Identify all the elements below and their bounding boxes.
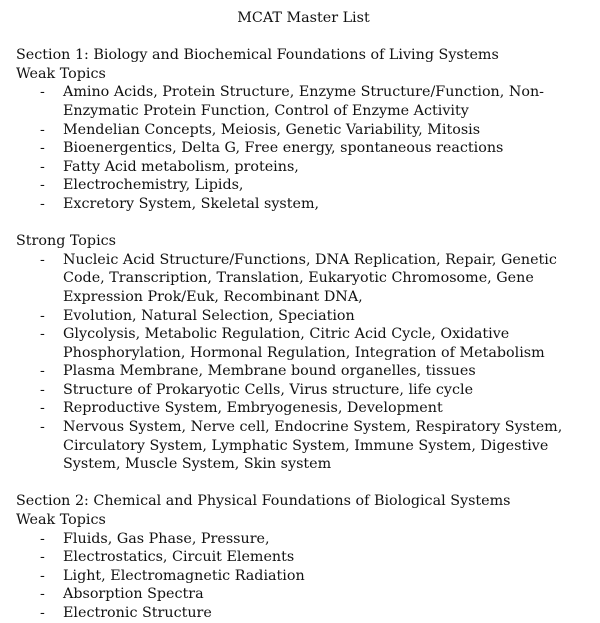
list-item-text: Light, Electromagnetic Radiation bbox=[63, 567, 305, 584]
list-item bbox=[16, 251, 591, 307]
bullet-dash: - bbox=[40, 363, 45, 380]
section-1 bbox=[16, 46, 591, 474]
list-item-text: Reproductive System, Embryogenesis, Development bbox=[63, 400, 443, 417]
list-item-text: Glycolysis, Metabolic Regulation, Citric Acid Cycle, Oxidative Phosphorylation, Hormonal Regulation, Integration of Metabolism bbox=[63, 326, 545, 361]
list-item-text: Fluids, Gas Phase, Pressure, bbox=[63, 530, 270, 547]
list-item bbox=[16, 604, 591, 623]
list-item bbox=[16, 567, 591, 586]
bullet-dash: - bbox=[40, 549, 45, 566]
list-item bbox=[16, 195, 591, 214]
bullet-dash: - bbox=[40, 84, 45, 101]
bullet-dash: - bbox=[40, 381, 45, 398]
document-page bbox=[16, 9, 591, 623]
list-item bbox=[16, 83, 591, 120]
list-item-text: Amino Acids, Protein Structure, Enzyme Structure/Function, Non-Enzymatic Protein Function, Control of Enzyme Activity bbox=[63, 84, 545, 119]
strong-topics-list bbox=[16, 251, 591, 474]
section-heading: Section 1: Biology and Biochemical Foundations of Living Systems bbox=[16, 47, 499, 64]
bullet-dash: - bbox=[40, 530, 45, 547]
bullet-dash: - bbox=[40, 158, 45, 175]
weak-topics-list bbox=[16, 530, 591, 623]
list-item-text: Bioenergentics, Delta G, Free energy, spontaneous reactions bbox=[63, 140, 504, 157]
bullet-dash: - bbox=[40, 400, 45, 417]
list-item-text: Nervous System, Nerve cell, Endocrine System, Respiratory System, Circulatory System, Lymphatic System, Immune System, Digestive System, Muscle System, Skin system bbox=[63, 419, 563, 473]
bullet-dash: - bbox=[40, 195, 45, 212]
list-item-text: Mendelian Concepts, Meiosis, Genetic Variability, Mitosis bbox=[63, 121, 481, 138]
list-item-text: Electrochemistry, Lipids, bbox=[63, 177, 244, 194]
bullet-dash: - bbox=[40, 251, 45, 268]
list-item-text: Fatty Acid metabolism, proteins, bbox=[63, 158, 299, 175]
list-item bbox=[16, 530, 591, 549]
bullet-dash: - bbox=[40, 605, 45, 621]
list-item bbox=[16, 139, 591, 158]
section-2 bbox=[16, 492, 591, 622]
list-item-text: Nucleic Acid Structure/Functions, DNA Replication, Repair, Genetic Code, Transcription, Translation, Eukaryotic Chromosome, Gene Expression Prok/Euk, Recombinant DNA, bbox=[63, 251, 557, 305]
list-item bbox=[16, 158, 591, 177]
list-item-text: Evolution, Natural Selection, Speciation bbox=[63, 307, 355, 324]
bullet-dash: - bbox=[40, 177, 45, 194]
list-item-text: Electronic Structure bbox=[63, 605, 212, 621]
list-item bbox=[16, 399, 591, 418]
section-heading: Section 2: Chemical and Physical Foundations of Biological Systems bbox=[16, 493, 511, 510]
list-item bbox=[16, 121, 591, 140]
list-item bbox=[16, 307, 591, 326]
list-item-text: Plasma Membrane, Membrane bound organelles, tissues bbox=[63, 363, 476, 380]
list-item-text: Absorption Spectra bbox=[63, 586, 204, 603]
list-item-text: Structure of Prokaryotic Cells, Virus structure, life cycle bbox=[63, 381, 474, 398]
list-item bbox=[16, 362, 591, 381]
weak-topics-heading: Weak Topics bbox=[16, 512, 106, 529]
weak-topics-heading: Weak Topics bbox=[16, 65, 106, 82]
list-item bbox=[16, 418, 591, 474]
bullet-dash: - bbox=[40, 567, 45, 584]
document-title: MCAT Master List bbox=[237, 10, 370, 26]
list-item-text: Electrostatics, Circuit Elements bbox=[63, 549, 295, 566]
bullet-dash: - bbox=[40, 326, 45, 343]
list-item bbox=[16, 585, 591, 604]
bullet-dash: - bbox=[40, 121, 45, 138]
spacer bbox=[16, 214, 591, 233]
bullet-dash: - bbox=[40, 307, 45, 324]
list-item bbox=[16, 176, 591, 195]
weak-topics-list bbox=[16, 83, 591, 213]
bullet-dash: - bbox=[40, 586, 45, 603]
spacer bbox=[16, 474, 591, 493]
bullet-dash: - bbox=[40, 419, 45, 436]
list-item bbox=[16, 381, 591, 400]
list-item bbox=[16, 325, 591, 362]
list-item-text: Excretory System, Skeletal system, bbox=[63, 195, 320, 212]
strong-topics-heading: Strong Topics bbox=[16, 233, 116, 250]
list-item bbox=[16, 548, 591, 567]
bullet-dash: - bbox=[40, 140, 45, 157]
